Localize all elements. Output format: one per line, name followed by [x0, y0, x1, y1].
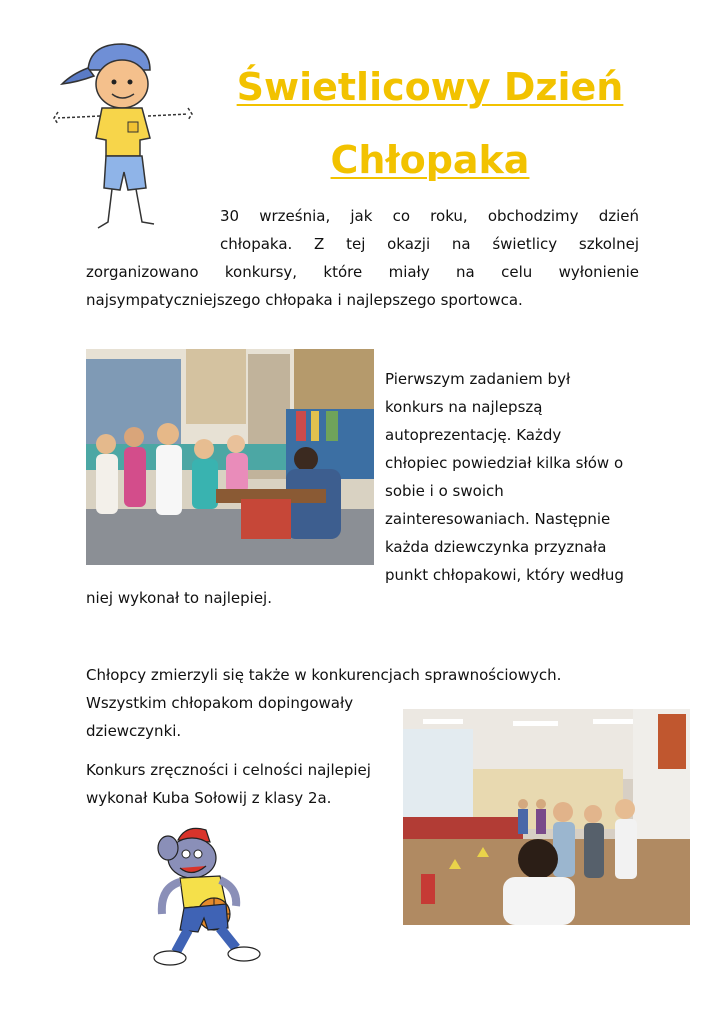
intro-line-3: zorganizowano konkursy, które miały na celu wyłonienie — [86, 263, 639, 281]
page-title-line2: Chłopaka — [330, 138, 530, 182]
intro-line-2: chłopaka. Z tej okazji na świetlicy szkolnej — [220, 235, 639, 253]
section2-line-2: Wszystkim chłopakom dopingowały — [86, 694, 354, 712]
section1-line-2: konkurs na najlepszą — [385, 398, 543, 416]
section2-line-1: Chłopcy zmierzyli się także w konkurencjach sprawnościowych. — [86, 666, 562, 684]
section1-line-1: Pierwszym zadaniem był — [385, 370, 571, 388]
section2-line-3: dziewczynki. — [86, 722, 182, 740]
page-title-line1: Świetlicowy Dzień — [236, 65, 624, 109]
hall-photo — [403, 709, 690, 925]
intro-paragraph — [86, 202, 639, 314]
section1-line-4: chłopiec powiedział kilka słów o — [385, 454, 624, 472]
section1-line-6: zainteresowaniach. Następnie — [385, 510, 611, 528]
section1-line-3: autoprezentację. Każdy — [385, 426, 562, 444]
section1-last-line: niej wykonał to najlepiej. — [86, 589, 272, 607]
section1-line-7: każda dziewczynka przyznała — [385, 538, 607, 556]
classroom-photo — [86, 349, 374, 565]
intro-line-1: 30 września, jak co roku, obchodzimy dzień — [220, 207, 639, 225]
basketball-mouse-clipart-icon — [140, 822, 270, 972]
section1-text — [385, 365, 655, 589]
section1-line-8: punkt chłopakowi, który według — [385, 566, 624, 584]
intro-line-4: najsympatyczniejszego chłopaka i najlepszego sportowca. — [86, 291, 523, 309]
section2-line-4: Konkurs zręczności i celności najlepiej — [86, 761, 371, 779]
section2-line-5: wykonał Kuba Sołowij z klasy 2a. — [86, 789, 332, 807]
section1-line-5: sobie i o swoich — [385, 482, 504, 500]
